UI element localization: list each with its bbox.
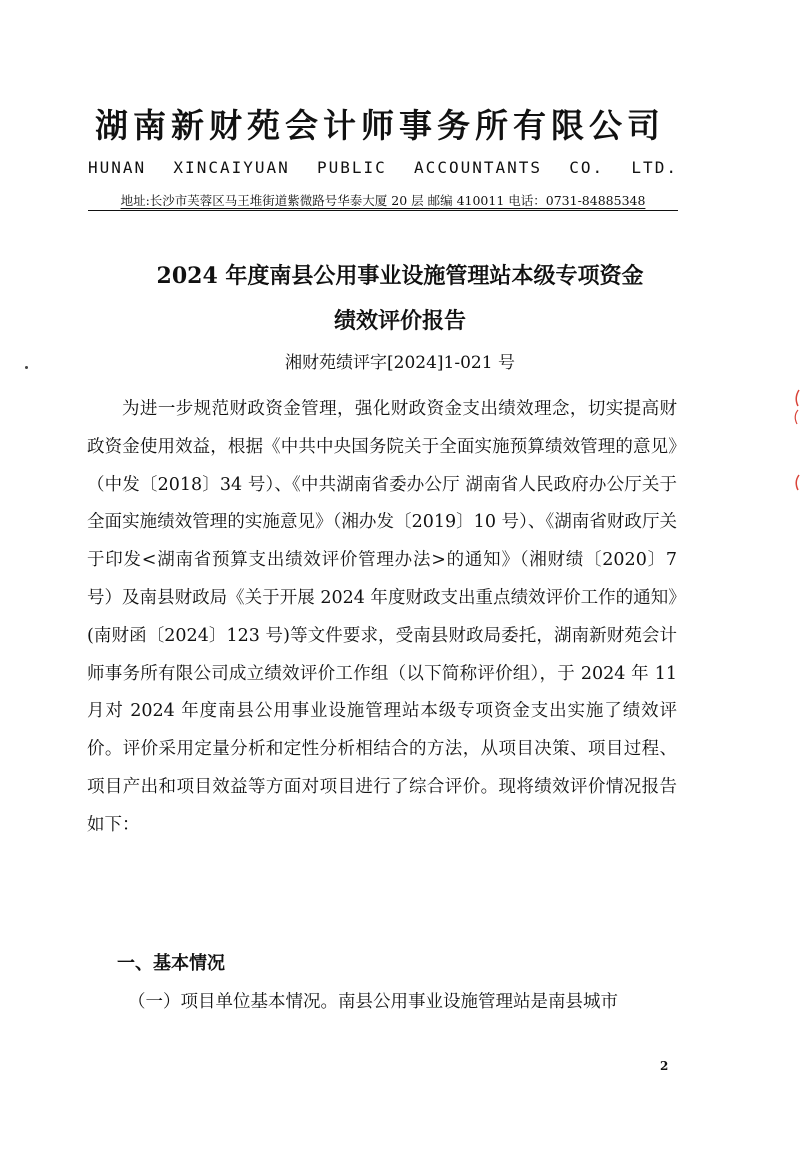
firm-en-word: LTD. <box>631 158 678 177</box>
subsection-project-unit: （一）项目单位基本情况。南县公用事业设施管理站是南县城市 <box>128 992 618 1012</box>
report-body <box>87 391 677 845</box>
section-heading-basic-info: 一、基本情况 <box>117 953 225 974</box>
firm-en-word: CO. <box>569 158 605 177</box>
page-number: 2 <box>660 1059 669 1073</box>
scan-speck <box>25 366 28 369</box>
firm-en-word: XINCAIYUAN <box>173 158 290 177</box>
firm-en-word: HUNAN <box>88 158 147 177</box>
firm-name-chinese: 湖南新财苑会计师事务所有限公司 <box>95 106 665 145</box>
firm-en-word: PUBLIC <box>317 158 387 177</box>
firm-en-word: ACCOUNTANTS <box>414 158 543 177</box>
firm-name-english <box>88 158 678 177</box>
report-title-line-2: 绩效评价报告 <box>333 308 466 334</box>
document-number: 湘财苑绩评字[2024]1-021 号 <box>285 353 515 373</box>
firm-address-line: 地址:长沙市芙蓉区马王堆街道紫微路号华泰大厦 20 层 邮编 410011 电话：0731-84885348 <box>88 191 678 211</box>
report-title-line-1: 2024 年度南县公用事业设施管理站本级专项资金 <box>156 263 644 289</box>
seal-stamp-edge <box>792 380 800 500</box>
intro-paragraph: 为进一步规范财政资金管理，强化财政资金支出绩效理念，切实提高财政资金使用效益，根据《中共中央国务院关于全面实施预算绩效管理的意见》（中发〔2018〕34 号）、《中共湖南省委办公厅 湖南省人民政府办公厅关于全面实施绩效管理的实施意见》（湘办发〔2019〕10 号）、《湖南省财政厅关于印发<湖南省预算支出绩效评价管理办法>的通知》（湘财绩〔2020〕7 号）及南县财政局《关于开展 2024 年度财政支出重点绩效评价工作的通知》(南财函〔2024〕123 号)等文件要求，受南县财政局委托，湖南新财苑会计师事务所有限公司成立绩效评价工作组（以下简称评价组），于 2024 年 11 月对 2024 年度南县公用事业设施管理站本级专项资金支出实施了绩效评价。评价采用定量分析和定性分析相结合的方法，从项目决策、项目过程、项目产出和项目效益等方面对项目进行了综合评价。现将绩效评价情况报告如下： <box>87 399 677 835</box>
